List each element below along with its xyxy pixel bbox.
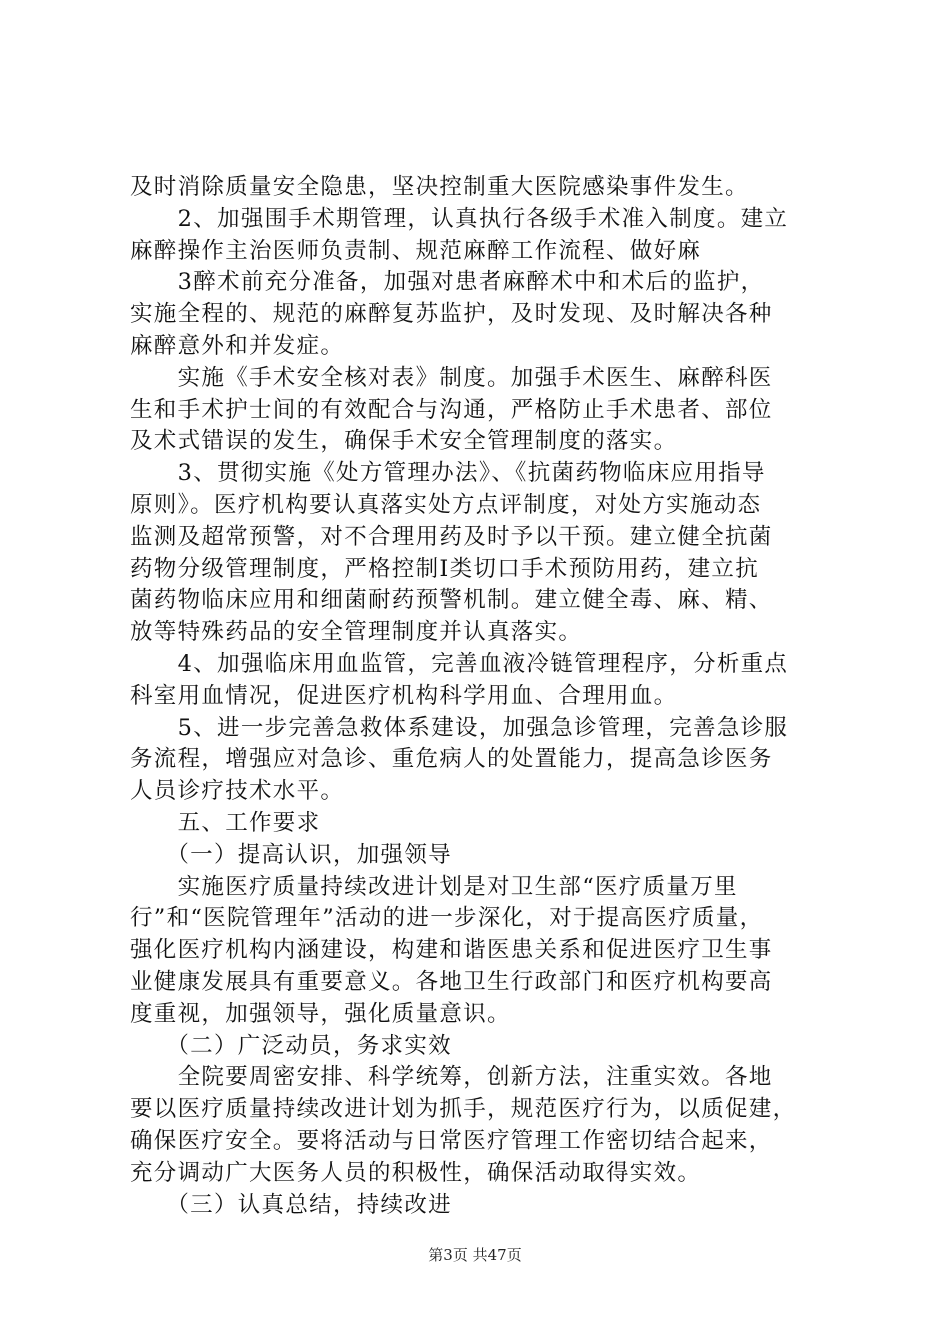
text-line: 4、加强临床用血监管，完善血液冷链管理程序，分析重点: [130, 650, 789, 677]
text-line: 度重视，加强领导，强化质量意识。: [130, 1000, 511, 1027]
text-line: 5、进一步完善急救体系建设，加强急诊管理，完善急诊服: [130, 714, 789, 741]
text-line: 行”和“医院管理年”活动的进一步深化，对于提高医疗质量，: [130, 905, 764, 932]
text-line: 3醉术前充分准备，加强对患者麻醉术中和术后的监护，: [130, 269, 765, 296]
text-line: 五、工作要求: [130, 809, 321, 836]
text-line: 务流程，增强应对急诊、重危病人的处置能力，提高急诊医务: [130, 746, 773, 773]
text-line: 监测及超常预警，对不合理用药及时予以干预。建立健全抗菌: [130, 523, 773, 550]
text-line: （三）认真总结，持续改进: [130, 1191, 452, 1218]
text-line: 实施全程的、规范的麻醉复苏监护，及时发现、及时解决各种: [130, 301, 773, 328]
text-line: 原则》。医疗机构要认真落实处方点评制度，对处方实施动态: [130, 491, 762, 518]
page-footer: 第3页 共47页: [428, 1246, 522, 1264]
text-line: 2、加强围手术期管理，认真执行各级手术准入制度。建立: [130, 205, 789, 232]
text-line: 放等特殊药品的安全管理制度并认真落实。: [130, 619, 583, 646]
document-body: [130, 172, 830, 1221]
text-line: 科室用血情况，促进医疗机构科学用血、合理用血。: [130, 682, 678, 709]
text-line: 药物分级管理制度，严格控制Ⅰ类切口手术预防用药，建立抗: [130, 555, 759, 582]
text-line: 3、贯彻实施《处方管理办法》、《抗菌药物临床应用指导: [130, 460, 766, 487]
text-line: 要以医疗质量持续改进计划为抓手，规范医疗行为，以质促建，: [130, 1096, 797, 1123]
text-line: 生和手术护士间的有效配合与沟通，严格防止手术患者、部位: [130, 396, 773, 423]
text-line: （二）广泛动员，务求实效: [130, 1032, 452, 1059]
text-line: 及时消除质量安全隐患，坚决控制重大医院感染事件发生。: [130, 174, 749, 200]
text-line: （一）提高认识，加强领导: [130, 841, 452, 868]
text-line: 麻醉意外和并发症。: [130, 332, 345, 359]
text-line: 菌药物临床应用和细菌耐药预警机制。建立健全毒、麻、精、: [130, 587, 773, 614]
text-line: 充分调动广大医务人员的积极性，确保活动取得实效。: [130, 1159, 702, 1186]
text-line: 全院要周密安排、科学统筹，创新方法，注重实效。各地: [130, 1064, 773, 1091]
text-line: 实施《手术安全核对表》制度。加强手术医生、麻醉科医: [130, 364, 773, 391]
text-line: 实施医疗质量持续改进计划是对卫生部“医疗质量万里: [130, 873, 738, 900]
text-line: 确保医疗安全。要将活动与日常医疗管理工作密切结合起来，: [130, 1127, 773, 1154]
text-line: 人员诊疗技术水平。: [130, 778, 345, 805]
text-line: 业健康发展具有重要意义。各地卫生行政部门和医疗机构要高: [130, 968, 773, 995]
text-line: 强化医疗机构内涵建设，构建和谐医患关系和促进医疗卫生事: [130, 937, 773, 964]
text-line: 及术式错误的发生，确保手术安全管理制度的落实。: [130, 428, 678, 455]
text-line: 麻醉操作主治医师负责制、规范麻醉工作流程、做好麻: [130, 237, 702, 264]
